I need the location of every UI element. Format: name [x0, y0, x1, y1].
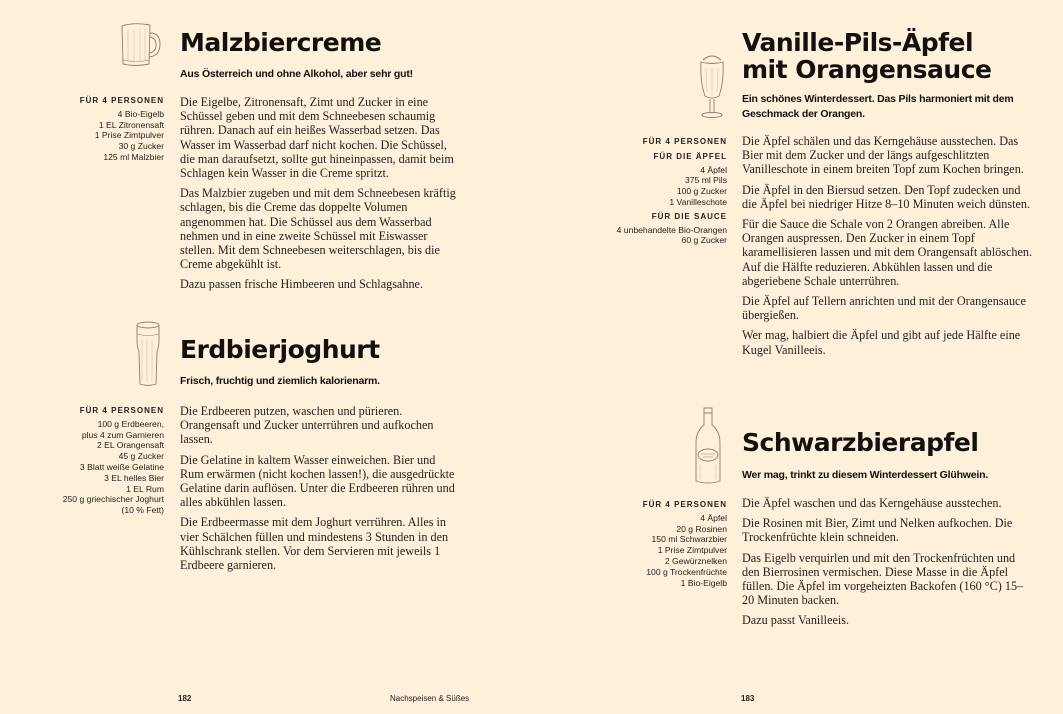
instruction-paragraph: Die Erdbeeren putzen, waschen und pürieren. Orangensaft und Zucker unterrühren und aufkochen lassen.: [180, 404, 434, 447]
ingredient-item: 125 ml Malzbier: [103, 151, 164, 162]
beer-bottle-icon: [691, 405, 725, 487]
ingredient-item: 1 EL Zitronensaft: [98, 119, 164, 130]
recipe-subtitle: Aus Österreich und ohne Alkohol, aber sehr gut!: [180, 68, 413, 80]
recipe-subtitle: Frisch, fruchtig und ziemlich kalorienarm.: [180, 375, 380, 387]
ingredient-item: 60 g Zucker: [681, 235, 727, 246]
recipe-title: Malzbiercreme: [180, 28, 382, 57]
pint-glass-icon: [133, 320, 163, 390]
ingredient-item: 100 g Zucker: [676, 186, 727, 197]
recipe-title-line1: Vanille-Pils-Äpfel: [742, 28, 974, 57]
ingredient-item: 3 Blatt weiße Gelatine: [79, 461, 164, 472]
ingredient-item: 1 Bio-Eigelb: [680, 577, 727, 588]
beer-mug-icon: [116, 20, 168, 70]
ingredient-list: [591, 500, 727, 588]
recipe-title: [742, 29, 992, 83]
ingredient-item: 375 ml Pils: [684, 175, 727, 186]
ingredient-item: 3 EL helles Bier: [104, 472, 164, 483]
ingredient-list: [591, 137, 727, 246]
ingredient-item: 1 EL Rum: [126, 483, 164, 494]
recipe-title-line2: mit Orangensauce: [742, 55, 992, 84]
right-page: [531, 0, 1063, 714]
left-page: [0, 0, 531, 714]
recipe-instructions: [742, 496, 1034, 634]
ingredient-item: 4 unbehandelte Bio-Orangen: [616, 224, 727, 235]
instruction-paragraph: Die Äpfel in den Biersud setzen. Den Topf zudecken und die Äpfel bei niedriger Hitze 8–10 Minuten weich dünsten.: [742, 182, 1031, 211]
servings-heading: FÜR 4 PERSONEN: [642, 137, 727, 146]
ingredient-item: (10 % Fett): [121, 505, 164, 516]
ingredient-item: 4 Äpfel: [700, 512, 727, 523]
instruction-paragraph: Wer mag, halbiert die Äpfel und gibt auf jede Hälfte eine Kugel Vanilleeis.: [742, 328, 1021, 357]
instruction-paragraph: Die Gelatine in kaltem Wasser einweichen. Bier und Rum erwärmen (nicht kochen lassen!), die ausgedrückte Gelatine darin auflösen. Unter die Erdbeeren rühren und alles abkühlen lassen.: [180, 452, 455, 510]
recipe-subtitle: Ein schönes Winterdessert. Das Pils harmoniert mit dem Geschmack der Orangen.: [742, 93, 1014, 120]
page-number: 182: [178, 694, 192, 703]
ingredient-item: 1 Prise Zimtpulver: [94, 130, 164, 141]
ingredient-item: 30 g Zucker: [118, 141, 164, 152]
instruction-paragraph: Für die Sauce die Schale von 2 Orangen abreiben. Alle Orangen auspressen. Den Zucker in einem Topf karamellisieren lassen und mit dem Orangensaft ablöschen. Auf die Hälfte reduzieren. Abkühlen lassen und die abgeriebene Schale unterrühren.: [742, 217, 1033, 288]
instruction-paragraph: Die Rosinen mit Bier, Zimt und Nelken aufkochen. Die Trockenfrüchte klein schneiden.: [742, 516, 1013, 545]
instruction-paragraph: Die Äpfel auf Tellern anrichten und mit der Orangensauce übergießen.: [742, 294, 1026, 323]
ingredient-item: 150 ml Schwarzbier: [651, 534, 727, 545]
running-head: Nachspeisen & Süßes: [390, 694, 470, 703]
instruction-paragraph: Das Eigelb verquirlen und mit den Trockenfrüchten und den Bierrosinen vermischen. Diese Masse in die Äpfel füllen. Die Äpfel im vorgeheizten Backofen (160 °C) 15–20 Minuten backen.: [742, 550, 1024, 608]
instruction-paragraph: Die Äpfel schälen und das Kerngehäuse ausstechen. Das Bier mit dem Zucker und der längs aufgeschlitzten Vanilleschote in einem breiten Topf zum Kochen bringen.: [742, 134, 1024, 177]
pilsner-glass-icon: [695, 52, 729, 122]
instruction-paragraph: Dazu passt Vanilleeis.: [742, 613, 850, 628]
ingredient-item: 2 EL Orangensaft: [96, 440, 164, 451]
group-heading-apples: FÜR DIE ÄPFEL: [653, 151, 727, 161]
ingredient-item: 2 Gewürznelken: [664, 555, 727, 566]
servings-heading: FÜR 4 PERSONEN: [79, 406, 164, 415]
page-number: 183: [741, 694, 755, 703]
ingredient-item: plus 4 zum Garnieren: [81, 429, 164, 440]
instruction-paragraph: Die Eigelbe, Zitronensaft, Zimt und Zucker in eine Schüssel geben und mit dem Schneebesen schaumig rühren. Danach auf ein heißes Wasserbad setzen. Das Wasser im Wasserbad darf nicht kochen. Die Schüssel, die man daraufsetzt, sollte gut hineinpassen, damit beim Schlagen kein Wasser in die Creme spritzt.: [180, 95, 454, 181]
ingredient-item: 4 Bio-Eigelb: [117, 108, 164, 119]
recipe-title: Schwarzbierapfel: [742, 428, 979, 457]
recipe-instructions: [180, 95, 462, 298]
instruction-paragraph: Die Erdbeermasse mit dem Joghurt verrühren. Alles in vier Schälchen füllen und mindestens 3 Stunden in den Kühlschrank stellen. Vor dem Servieren mit jeweils 1 Erdbeere garnieren.: [180, 515, 449, 573]
instruction-paragraph: Das Malzbier zugeben und mit dem Schneebesen kräftig schlagen, bis die Creme das doppelte Volumen angenommen hat. Die Schüssel aus dem Wasserbad nehmen und in eine zweite Schüssel mit Eiswasser stellen. Mit dem Schneebesen weiterschlagen, bis die Creme abgekühlt ist.: [180, 186, 456, 272]
ingredient-item: 250 g griechischer Joghurt: [62, 494, 164, 505]
servings-heading: FÜR 4 PERSONEN: [642, 500, 727, 509]
instruction-paragraph: Dazu passen frische Himbeeren und Schlagsahne.: [180, 277, 423, 292]
recipe-title: Erdbierjoghurt: [180, 335, 380, 364]
ingredient-item: 100 g Trockenfrüchte: [646, 566, 727, 577]
ingredient-item: 1 Vanilleschote: [669, 196, 727, 207]
instruction-paragraph: Die Äpfel waschen und das Kerngehäuse ausstechen.: [742, 496, 1002, 510]
ingredient-item: 4 Äpfel: [700, 164, 727, 175]
ingredient-item: 20 g Rosinen: [676, 523, 727, 534]
recipe-instructions: [180, 404, 462, 578]
ingredient-item: 1 Prise Zimtpulver: [657, 545, 727, 556]
recipe-subtitle: Wer mag, trinkt zu diesem Winterdessert Glühwein.: [742, 469, 989, 481]
recipe-instructions: [742, 134, 1034, 363]
ingredient-list: [40, 96, 164, 163]
ingredient-item: 45 g Zucker: [118, 451, 164, 462]
ingredient-list: [30, 406, 164, 516]
servings-heading: FÜR 4 PERSONEN: [79, 96, 164, 105]
ingredient-item: 100 g Erdbeeren,: [97, 418, 164, 429]
group-heading-sauce: FÜR DIE SAUCE: [651, 211, 727, 221]
